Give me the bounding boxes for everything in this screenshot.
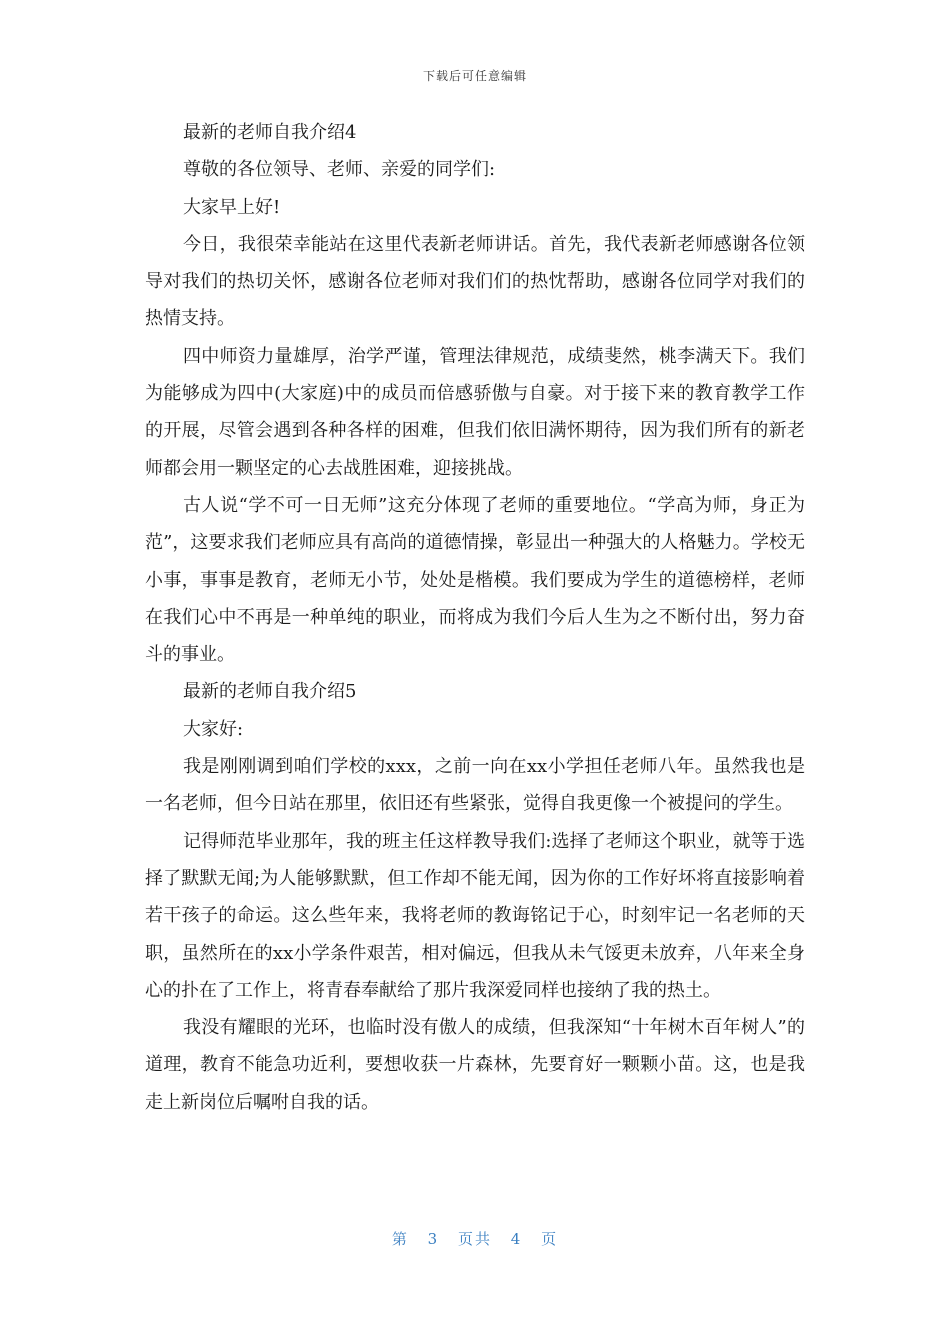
section-title-5: 最新的老师自我介绍5 [183,681,357,703]
salutation: 尊敬的各位领导、老师、亲爱的同学们: [183,159,496,181]
document-body [145,114,805,1121]
paragraph: 我是刚刚调到咱们学校的xxx，之前一向在xx小学担任老师八年。虽然我也是一名老师，但今日站在那里，依旧还有些紧张，觉得自我更像一个被提问的学生。 [145,756,805,815]
paragraph: 古人说“学不可一日无师”这充分体现了老师的重要地位。“学高为师，身正为范”，这要求我们老师应具有高尚的道德情操，彰显出一种强大的人格魅力。学校无小事，事事是教育，老师无小节，处处是楷模。我们要成为学生的道德榜样，老师在我们心中不再是一种单纯的职业，而将成为我们今后人生为之不断付出，努力奋斗的事业。 [145,494,805,666]
paragraph: 今日，我很荣幸能站在这里代表新老师讲话。首先，我代表新老师感谢各位领导对我们的热切关怀，感谢各位老师对我们们的热忱帮助，感谢各位同学对我们的热情支持。 [145,233,805,330]
greeting: 大家好: [183,718,244,740]
paragraph: 记得师范毕业那年，我的班主任这样教导我们:选择了老师这个职业，就等于选择了默默无闻;为人能够默默，但工作却不能无闻，因为你的工作好坏将直接影响着若干孩子的命运。这么些年来，我将老师的教诲铭记于心，时刻牢记一名老师的天职，虽然所在的xx小学条件艰苦，相对偏远，但我从未气馁更未放弃，八年来全身心的扑在了工作上，将青春奉献给了那片我深爱同样也接纳了我的热土。 [145,830,805,1001]
paragraph: 我没有耀眼的光环，也临时没有傲人的成绩，但我深知“十年树木百年树人”的道理，教育不能急功近利，要想收获一片森林，先要育好一颗颗小苗。这，也是我走上新岗位后嘱咐自我的话。 [145,1017,805,1113]
section-title-4: 最新的老师自我介绍4 [183,122,357,143]
page-header: 下载后可任意编辑 [422,69,527,83]
paragraph: 四中师资力量雄厚，治学严谨，管理法律规范，成绩斐然，桃李满天下。我们为能够成为四中(大家庭)中的成员而倍感骄傲与自豪。对于接下来的教育教学工作的开展，尽管会遇到各种各样的困难，但我们依旧满怀期待，因为我们所有的新老师都会用一颗坚定的心去战胜困难，迎接挑战。 [145,345,805,479]
page-number: 第 3 页共 4 页 [391,1230,559,1248]
greeting: 大家早上好! [183,196,281,218]
